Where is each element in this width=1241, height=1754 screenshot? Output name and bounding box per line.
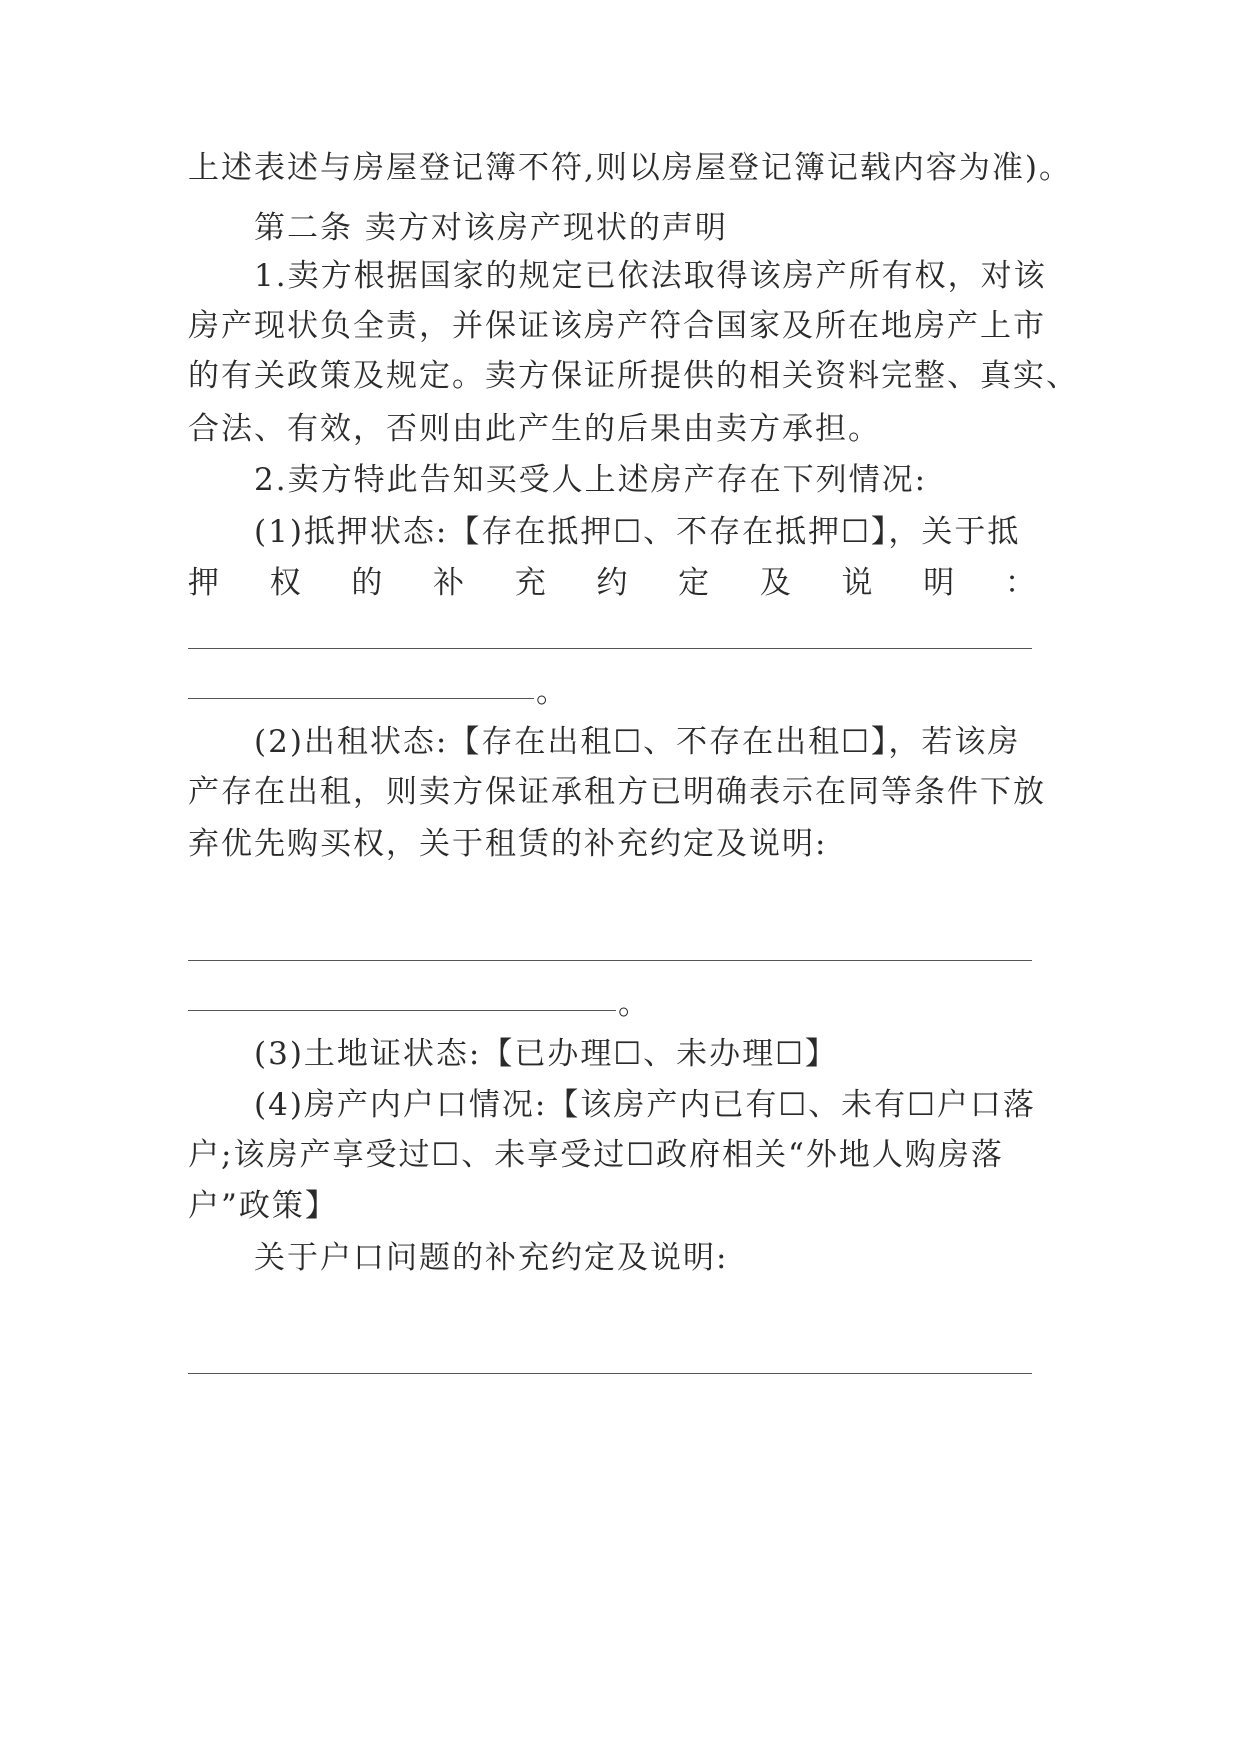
blank-underline <box>188 1010 616 1011</box>
char: 的 <box>351 565 385 601</box>
land-certificate-line: (3)土地证状态:【已办理☐、未办理☐】 <box>254 1036 838 1072</box>
mortgage-status-line: (1)抵押状态:【存在抵押☐、不存在抵押☐】，关于抵 <box>254 514 1021 550</box>
char: 押 <box>188 565 221 601</box>
paragraph-line: 1.卖方根据国家的规定已依法取得该房产所有权，对该 <box>254 258 1047 294</box>
char: 及 <box>759 565 793 601</box>
char: 明 <box>923 565 957 601</box>
paragraph-line: 户”政策】 <box>188 1188 338 1224</box>
blank-underline <box>188 1373 1032 1374</box>
article-heading: 第二条 卖方对该房产现状的声明 <box>254 210 728 246</box>
paragraph-line: 的有关政策及规定。卖方保证所提供的相关资料完整、真实、 <box>188 358 1079 394</box>
paragraph-line: 2.卖方特此告知买受人上述房产存在下列情况: <box>254 462 928 498</box>
char: 补 <box>433 565 467 601</box>
mortgage-note-label <box>188 563 1038 603</box>
blank-underline <box>188 648 1032 649</box>
household-status-line: (4)房产内户口情况:【该房产内已有☐、未有☐户口落 <box>254 1087 1036 1123</box>
paragraph-line: 产存在出租，则卖方保证承租方已明确表示在同等条件下放 <box>188 774 1046 810</box>
paragraph-line: 弃优先购买权，关于租赁的补充约定及说明: <box>188 826 828 862</box>
char: 约 <box>596 565 630 601</box>
char: 定 <box>678 565 712 601</box>
paragraph-line: 房产现状负全责，并保证该房产符合国家及所在地房产上市 <box>188 308 1046 344</box>
char: 充 <box>514 565 548 601</box>
lease-status-line: (2)出租状态:【存在出租☐、不存在出租☐】，若该房 <box>254 724 1021 760</box>
blank-underline <box>188 960 1032 961</box>
household-note-label: 关于户口问题的补充约定及说明: <box>254 1240 729 1276</box>
char: ： <box>1004 565 1038 601</box>
paragraph-line: 户;该房产享受过☐、未享受过☐政府相关“外地人购房落 <box>188 1137 1004 1173</box>
blank-underline <box>188 698 534 699</box>
char: 权 <box>269 565 303 601</box>
paragraph-line: 合法、有效，否则由此产生的后果由卖方承担。 <box>188 411 881 447</box>
period: 。 <box>536 674 567 710</box>
paragraph-line: 上述表述与房屋登记簿不符,则以房屋登记簿记载内容为准)。 <box>188 150 1072 186</box>
char: 说 <box>841 565 875 601</box>
period: 。 <box>618 986 649 1022</box>
